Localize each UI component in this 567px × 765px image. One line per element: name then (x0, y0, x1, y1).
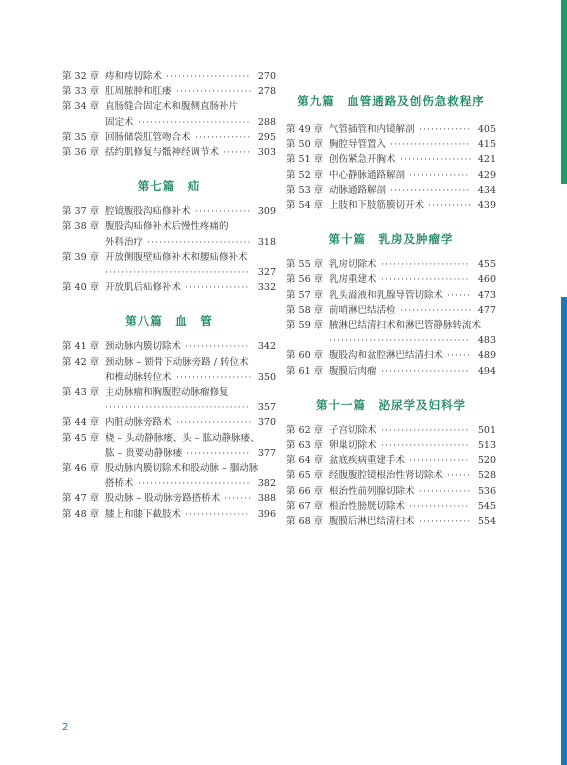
dot-leader: ·················· (400, 154, 472, 166)
dot-leader: ······················ (381, 365, 470, 377)
page-ref: 288 (257, 116, 276, 128)
page-ref: 270 (257, 71, 276, 82)
toc-entry[interactable] (62, 341, 276, 356)
dot-leader: ······················ (381, 424, 470, 436)
page-ref: 327 (257, 266, 276, 278)
page-ref: 278 (257, 86, 276, 98)
dot-leader: ··········· (428, 200, 472, 211)
dot-leader: ······················ (381, 259, 470, 271)
chapter-title: 主动脉瘤和胸腹腔动脉瘤修复 (105, 387, 229, 398)
page-ref: 513 (477, 440, 496, 451)
toc-entry[interactable] (286, 440, 496, 455)
toc-entry[interactable] (62, 147, 276, 162)
dot-leader: ··················· (176, 417, 252, 429)
chapter-number: 第 66 章 (286, 485, 324, 497)
chapter-number: 第 42 章 (62, 356, 100, 368)
page-ref: 382 (257, 478, 276, 490)
dot-leader: ················ (185, 508, 250, 520)
page-ref: 396 (257, 508, 276, 520)
toc-entry[interactable] (62, 101, 276, 131)
chapter-title: 动脉通路解剖 (329, 184, 387, 196)
chapter-number: 第 54 章 (286, 200, 324, 211)
toc-entry[interactable] (286, 305, 496, 320)
page-ref: 473 (477, 289, 496, 301)
dot-leader: ······················ (381, 440, 470, 451)
chapter-title: 颈动脉内膜切除术 (105, 341, 182, 353)
dot-leader: ·························· (147, 236, 252, 248)
page-ref: 332 (257, 282, 276, 294)
chapter-number: 第 55 章 (286, 259, 324, 271)
page-ref: 405 (477, 124, 496, 135)
toc-entry[interactable] (286, 259, 496, 274)
chapter-number: 第 43 章 (62, 387, 100, 398)
chapter-number: 第 52 章 (286, 169, 324, 181)
page-ref: 434 (477, 184, 496, 196)
page-ref: 303 (257, 147, 276, 158)
chapter-number: 第 36 章 (62, 147, 100, 158)
dot-leader: ··············· (409, 455, 470, 467)
dot-leader: ···················· (390, 184, 471, 196)
dot-leader: ······· (224, 493, 252, 505)
chapter-title: 腋淋巴结清扫术和淋巴管静脉转流术 (329, 320, 482, 331)
chapter-title: 直肠缝合固定术和腹侧直肠补片 (105, 101, 239, 113)
dot-leader: ···························· (138, 116, 251, 128)
chapter-title: 腹膜后肉瘤 (329, 365, 377, 377)
dot-leader: ···································· (105, 402, 250, 414)
section-heading: 第七篇 疝 (137, 179, 201, 194)
green-edge-bar (561, 0, 567, 184)
toc-entry[interactable] (286, 425, 496, 440)
page-ref: 295 (257, 131, 276, 143)
toc-entry[interactable] (286, 366, 496, 381)
chapter-number: 第 38 章 (62, 221, 100, 233)
chapter-title: 肱 – 贵要动静脉瘘 (105, 447, 183, 459)
chapter-number: 第 50 章 (286, 139, 324, 151)
chapter-title: 前哨淋巴结活检 (329, 304, 396, 316)
dot-leader: ··································· (329, 335, 470, 347)
dot-leader: ···································· (105, 266, 250, 278)
page-ref: 528 (477, 470, 496, 482)
chapter-title: 外科治疗 (105, 236, 144, 248)
chapter-number: 第 51 章 (286, 154, 324, 166)
section-heading: 第十篇 乳房及肿瘤学 (328, 232, 454, 247)
dot-leader: ················ (185, 282, 250, 294)
page-ref: 545 (477, 500, 496, 512)
page-ref: 520 (477, 455, 496, 467)
dot-leader: ······ (447, 470, 472, 482)
toc-entry[interactable] (62, 493, 276, 508)
chapter-number: 第 65 章 (286, 470, 324, 482)
chapter-number: 第 57 章 (286, 289, 324, 301)
chapter-title: 根治性膀胱切除术 (329, 500, 406, 512)
toc-entry[interactable] (62, 509, 276, 524)
toc-entry[interactable] (286, 320, 496, 350)
chapter-number: 第 67 章 (286, 500, 324, 512)
page-ref: 489 (477, 350, 496, 362)
toc-entry[interactable] (62, 86, 276, 101)
page-ref: 439 (477, 200, 496, 211)
page-ref: 318 (257, 236, 276, 248)
dot-leader: ··············· (409, 169, 470, 181)
page-ref: 477 (477, 304, 496, 316)
page-ref: 350 (257, 371, 276, 383)
chapter-title: 盆底疾病重建手术 (329, 455, 406, 467)
toc-entry[interactable] (286, 274, 496, 289)
chapter-number: 第 48 章 (62, 508, 100, 520)
toc-entry[interactable] (62, 463, 276, 493)
dot-leader: ·············· (195, 131, 252, 143)
chapter-title: 膝上和膝下截肢术 (105, 508, 182, 520)
chapter-title: 开放肌后疝修补术 (105, 282, 182, 294)
toc-entry[interactable] (62, 357, 276, 387)
chapter-title: 痔和痔切除术 (105, 71, 163, 82)
dot-leader: ············· (419, 516, 472, 527)
toc-entry[interactable] (286, 139, 496, 154)
chapter-title: 颈动脉 – 锁骨下动脉旁路 / 转位术 (105, 356, 249, 368)
toc-entry[interactable] (286, 470, 496, 485)
blue-edge-bar (561, 297, 567, 765)
chapter-number: 第 46 章 (62, 463, 100, 474)
chapter-title: 乳房重建术 (329, 274, 377, 286)
chapter-number: 第 59 章 (286, 320, 324, 331)
toc-entry[interactable] (62, 387, 276, 417)
page-ref: 501 (477, 424, 496, 436)
toc-entry[interactable] (286, 154, 496, 169)
page-number: 2 (62, 722, 69, 733)
dot-leader: ············· (419, 485, 472, 497)
toc-entry[interactable] (286, 501, 496, 516)
page-ref: 415 (477, 139, 496, 151)
chapter-number: 第 60 章 (286, 350, 324, 362)
toc-entry[interactable] (286, 486, 496, 501)
chapter-title: 胸腔导管置入 (329, 139, 387, 151)
toc-entry[interactable] (286, 170, 496, 185)
toc-entry[interactable] (286, 200, 496, 215)
dot-leader: ··············· (409, 500, 470, 512)
chapter-number: 第 62 章 (286, 424, 324, 436)
chapter-title: 腹膜后淋巴结清扫术 (329, 516, 415, 527)
dot-leader: ·············· (195, 206, 252, 218)
page-ref: 494 (477, 365, 496, 377)
toc-entry[interactable] (62, 433, 276, 463)
chapter-title: 回肠储袋肛管吻合术 (105, 131, 191, 143)
page-ref: 377 (257, 447, 276, 459)
chapter-title: 桡 – 头动静脉瘘、头 – 肱动静脉瘘、 (105, 432, 260, 444)
dot-leader: ······················ (381, 274, 470, 286)
chapter-number: 第 40 章 (62, 282, 100, 294)
chapter-title: 内脏动脉旁路术 (105, 417, 172, 429)
section-heading: 第九篇 血管通路及创伤急救程序 (297, 94, 485, 108)
chapter-number: 第 39 章 (62, 251, 100, 263)
section-heading: 第八篇 血 管 (125, 314, 213, 329)
chapter-number: 第 68 章 (286, 516, 324, 527)
chapter-title: 和椎动脉转位术 (105, 371, 172, 383)
chapter-number: 第 58 章 (286, 304, 324, 316)
chapter-title: 搭桥术 (105, 478, 134, 490)
toc-entry[interactable] (62, 132, 276, 147)
dot-leader: ················ (185, 341, 250, 353)
chapter-number: 第 49 章 (286, 124, 324, 135)
chapter-title: 根治性前列腺切除术 (329, 485, 415, 497)
chapter-title: 股动脉 – 股动脉旁路搭桥术 (105, 493, 221, 505)
chapter-number: 第 61 章 (286, 365, 324, 377)
section-heading: 第十一篇 泌尿学及妇科学 (316, 397, 466, 412)
dot-leader: ··················· (176, 86, 252, 98)
chapter-title: 腹股沟疝修补术后慢性疼痛的 (105, 221, 229, 233)
page-ref: 483 (477, 335, 496, 347)
page-ref: 455 (477, 259, 496, 271)
chapter-number: 第 41 章 (62, 341, 100, 353)
page-ref: 357 (257, 402, 276, 414)
dot-leader: ······· (223, 147, 252, 158)
chapter-title: 固定术 (105, 116, 134, 128)
toc-entry[interactable] (286, 290, 496, 305)
chapter-number: 第 56 章 (286, 274, 324, 286)
chapter-number: 第 45 章 (62, 432, 100, 444)
chapter-title: 中心静脉通路解剖 (329, 169, 406, 181)
dot-leader: ····················· (166, 71, 251, 82)
dot-leader: ······ (447, 350, 472, 362)
chapter-title: 气管插管和内镜解剖 (329, 124, 415, 135)
chapter-title: 腔镜腹股沟疝修补术 (105, 206, 191, 218)
dot-leader: ················ (186, 447, 251, 459)
chapter-number: 第 33 章 (62, 86, 100, 98)
toc-entry[interactable] (62, 206, 276, 221)
chapter-number: 第 32 章 (62, 71, 100, 82)
chapter-title: 肛周脓肿和肛瘘 (105, 86, 172, 98)
dot-leader: ···························· (138, 478, 251, 490)
toc-entry[interactable] (62, 252, 276, 282)
chapter-title: 乳头溢液和乳腺导管切除术 (329, 289, 444, 301)
toc-entry[interactable] (62, 282, 276, 297)
toc-entry[interactable] (286, 124, 496, 139)
chapter-number: 第 53 章 (286, 184, 324, 196)
chapter-number: 第 44 章 (62, 417, 100, 429)
chapter-number: 第 64 章 (286, 455, 324, 467)
chapter-title: 股动脉内膜切除术和股动脉 – 腘动脉 (105, 463, 259, 474)
toc-entry[interactable] (286, 455, 496, 470)
dot-leader: ···················· (390, 139, 471, 151)
page-ref: 309 (257, 206, 276, 218)
dot-leader: ·················· (400, 304, 472, 316)
chapter-number: 第 63 章 (286, 440, 324, 451)
chapter-title: 创伤紧急开胸术 (329, 154, 396, 166)
page-ref: 342 (257, 341, 276, 353)
page-ref: 536 (477, 485, 496, 497)
chapter-title: 括约肌修复与骶神经调节术 (105, 147, 220, 158)
page-ref: 429 (477, 169, 496, 181)
dot-leader: ············· (419, 124, 472, 135)
toc-entry[interactable] (286, 350, 496, 365)
toc-entry[interactable] (62, 417, 276, 432)
chapter-number: 第 37 章 (62, 206, 100, 218)
chapter-title: 卵巢切除术 (329, 440, 377, 451)
page-ref: 388 (257, 493, 276, 505)
chapter-title: 上肢和下肢筋膜切开术 (329, 200, 425, 211)
page-ref: 421 (477, 154, 496, 166)
chapter-title: 经腹腹腔镜根治性肾切除术 (329, 470, 444, 482)
chapter-title: 子宫切除术 (329, 424, 377, 436)
toc-entry[interactable] (62, 71, 276, 86)
toc-entry[interactable] (62, 221, 276, 251)
page-ref: 460 (477, 274, 496, 286)
chapter-title: 腹股沟和盆腔淋巴结清扫术 (329, 350, 444, 362)
chapter-number: 第 47 章 (62, 493, 100, 505)
page-ref: 554 (477, 516, 496, 527)
dot-leader: ··················· (176, 371, 252, 383)
chapter-number: 第 35 章 (62, 131, 100, 143)
toc-entry[interactable] (286, 516, 496, 531)
chapter-number: 第 34 章 (62, 101, 100, 113)
dot-leader: ······ (447, 289, 472, 301)
chapter-title: 乳房切除术 (329, 259, 377, 271)
chapter-title: 开放侧腹壁疝修补术和腰疝修补术 (105, 251, 248, 263)
page-ref: 370 (257, 417, 276, 429)
toc-entry[interactable] (286, 185, 496, 200)
